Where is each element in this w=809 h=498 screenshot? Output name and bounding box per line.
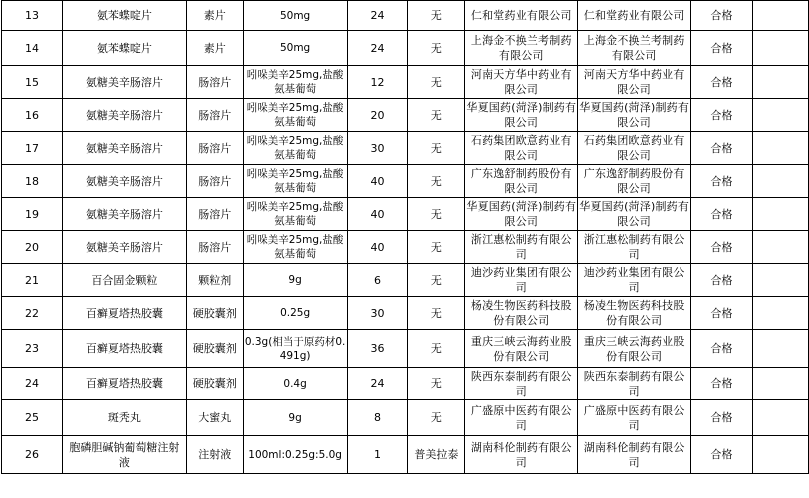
- extra-cell: [753, 330, 809, 368]
- flag: 无: [408, 66, 465, 99]
- specification: 0.3g(相当于原药材0.491g): [243, 330, 347, 368]
- row-number: 14: [2, 31, 63, 66]
- extra-cell: [753, 368, 809, 400]
- dosage-form: 肠溶片: [186, 66, 243, 99]
- quantity: 40: [347, 165, 408, 198]
- dosage-form: 素片: [186, 31, 243, 66]
- dosage-form: 肠溶片: [186, 132, 243, 165]
- specification: 吲哚美辛25mg,盐酸氨基葡萄: [243, 165, 347, 198]
- quantity: 36: [347, 330, 408, 368]
- specification: 9g: [243, 400, 347, 436]
- table-body: [2, 1, 809, 474]
- flag: 普美拉泰: [408, 436, 465, 474]
- flag: 无: [408, 400, 465, 436]
- specification: 100ml:0.25g:5.0g: [243, 436, 347, 474]
- specification: 9g: [243, 264, 347, 297]
- quantity: 24: [347, 1, 408, 31]
- manufacturer: 河南天方华中药业有限公司: [465, 66, 578, 99]
- applicant: 杨凌生物医药科技股份有限公司: [578, 297, 691, 330]
- row-number: 24: [2, 368, 63, 400]
- drug-name: 氨苯蝶啶片: [62, 31, 186, 66]
- dosage-form: 硬胶囊剂: [186, 330, 243, 368]
- table-row: [2, 368, 809, 400]
- drug-name: 氨糖美辛肠溶片: [62, 66, 186, 99]
- flag: 无: [408, 231, 465, 264]
- drug-name: 氨糖美辛肠溶片: [62, 132, 186, 165]
- applicant: 湖南科伦制药有限公司: [578, 436, 691, 474]
- flag: 无: [408, 198, 465, 231]
- extra-cell: [753, 99, 809, 132]
- applicant: 重庆三峡云海药业股份有限公司: [578, 330, 691, 368]
- drug-name: 百癣夏塔热胶囊: [62, 368, 186, 400]
- quantity: 1: [347, 436, 408, 474]
- row-number: 23: [2, 330, 63, 368]
- flag: 无: [408, 297, 465, 330]
- specification: 50mg: [243, 31, 347, 66]
- applicant: 石药集团欧意药业有限公司: [578, 132, 691, 165]
- specification: 吲哚美辛25mg,盐酸氨基葡萄: [243, 132, 347, 165]
- extra-cell: [753, 31, 809, 66]
- row-number: 26: [2, 436, 63, 474]
- dosage-form: 硬胶囊剂: [186, 368, 243, 400]
- manufacturer: 迪沙药业集团有限公司: [465, 264, 578, 297]
- table-row: [2, 165, 809, 198]
- dosage-form: 肠溶片: [186, 99, 243, 132]
- quantity: 8: [347, 400, 408, 436]
- applicant: 浙江惠松制药有限公司: [578, 231, 691, 264]
- drug-name: 胞磷胆碱钠葡萄糖注射液: [62, 436, 186, 474]
- dosage-form: 颗粒剂: [186, 264, 243, 297]
- drug-name: 斑秃丸: [62, 400, 186, 436]
- flag: 无: [408, 330, 465, 368]
- applicant: 河南天方华中药业有限公司: [578, 66, 691, 99]
- dosage-form: 肠溶片: [186, 231, 243, 264]
- manufacturer: 仁和堂药业有限公司: [465, 1, 578, 31]
- manufacturer: 广盛原中医药有限公司: [465, 400, 578, 436]
- specification: 吲哚美辛25mg,盐酸氨基葡萄: [243, 66, 347, 99]
- row-number: 25: [2, 400, 63, 436]
- manufacturer: 华夏国药(菏泽)制药有限公司: [465, 198, 578, 231]
- extra-cell: [753, 436, 809, 474]
- applicant: 华夏国药(菏泽)制药有限公司: [578, 99, 691, 132]
- drug-name: 氨糖美辛肠溶片: [62, 99, 186, 132]
- applicant: 上海金不换兰考制药有限公司: [578, 31, 691, 66]
- flag: 无: [408, 368, 465, 400]
- manufacturer: 上海金不换兰考制药有限公司: [465, 31, 578, 66]
- drug-name: 百癣夏塔热胶囊: [62, 297, 186, 330]
- drug-name: 氨糖美辛肠溶片: [62, 231, 186, 264]
- result: 合格: [691, 264, 753, 297]
- row-number: 20: [2, 231, 63, 264]
- result: 合格: [691, 368, 753, 400]
- applicant: 陕西东泰制药有限公司: [578, 368, 691, 400]
- row-number: 15: [2, 66, 63, 99]
- row-number: 22: [2, 297, 63, 330]
- result: 合格: [691, 165, 753, 198]
- flag: 无: [408, 31, 465, 66]
- specification: 0.4g: [243, 368, 347, 400]
- result: 合格: [691, 231, 753, 264]
- applicant: 华夏国药(菏泽)制药有限公司: [578, 198, 691, 231]
- table-row: [2, 400, 809, 436]
- drug-name: 百合固金颗粒: [62, 264, 186, 297]
- table-row: [2, 297, 809, 330]
- dosage-form: 素片: [186, 1, 243, 31]
- extra-cell: [753, 400, 809, 436]
- extra-cell: [753, 198, 809, 231]
- quantity: 40: [347, 198, 408, 231]
- flag: 无: [408, 132, 465, 165]
- applicant: 广盛原中医药有限公司: [578, 400, 691, 436]
- extra-cell: [753, 132, 809, 165]
- row-number: 17: [2, 132, 63, 165]
- result: 合格: [691, 198, 753, 231]
- table-row: [2, 132, 809, 165]
- applicant: 广东逸舒制药股份有限公司: [578, 165, 691, 198]
- flag: 无: [408, 99, 465, 132]
- dosage-form: 硬胶囊剂: [186, 297, 243, 330]
- manufacturer: 广东逸舒制药股份有限公司: [465, 165, 578, 198]
- manufacturer: 浙江惠松制药有限公司: [465, 231, 578, 264]
- specification: 吲哚美辛25mg,盐酸氨基葡萄: [243, 99, 347, 132]
- extra-cell: [753, 297, 809, 330]
- extra-cell: [753, 231, 809, 264]
- flag: 无: [408, 165, 465, 198]
- extra-cell: [753, 165, 809, 198]
- quantity: 20: [347, 99, 408, 132]
- drug-name: 氨糖美辛肠溶片: [62, 198, 186, 231]
- quantity: 6: [347, 264, 408, 297]
- manufacturer: 石药集团欧意药业有限公司: [465, 132, 578, 165]
- table-row: [2, 1, 809, 31]
- specification: 50mg: [243, 1, 347, 31]
- manufacturer: 湖南科伦制药有限公司: [465, 436, 578, 474]
- extra-cell: [753, 264, 809, 297]
- table-row: [2, 198, 809, 231]
- table-row: [2, 66, 809, 99]
- result: 合格: [691, 132, 753, 165]
- dosage-form: 大蜜丸: [186, 400, 243, 436]
- dosage-form: 肠溶片: [186, 165, 243, 198]
- quantity: 24: [347, 31, 408, 66]
- table-row: [2, 231, 809, 264]
- table-row: [2, 436, 809, 474]
- table-row: [2, 330, 809, 368]
- specification: 吲哚美辛25mg,盐酸氨基葡萄: [243, 198, 347, 231]
- row-number: 13: [2, 1, 63, 31]
- result: 合格: [691, 1, 753, 31]
- result: 合格: [691, 400, 753, 436]
- manufacturer: 杨凌生物医药科技股份有限公司: [465, 297, 578, 330]
- drug-name: 氨糖美辛肠溶片: [62, 165, 186, 198]
- flag: 无: [408, 264, 465, 297]
- result: 合格: [691, 436, 753, 474]
- flag: 无: [408, 1, 465, 31]
- result: 合格: [691, 297, 753, 330]
- manufacturer: 重庆三峡云海药业股份有限公司: [465, 330, 578, 368]
- table-row: [2, 264, 809, 297]
- row-number: 19: [2, 198, 63, 231]
- specification: 0.25g: [243, 297, 347, 330]
- drug-name: 百癣夏塔热胶囊: [62, 330, 186, 368]
- row-number: 21: [2, 264, 63, 297]
- manufacturer: 陕西东泰制药有限公司: [465, 368, 578, 400]
- specification: 吲哚美辛25mg,盐酸氨基葡萄: [243, 231, 347, 264]
- drug-name: 氨苯蝶啶片: [62, 1, 186, 31]
- row-number: 18: [2, 165, 63, 198]
- table-row: [2, 99, 809, 132]
- extra-cell: [753, 66, 809, 99]
- applicant: 仁和堂药业有限公司: [578, 1, 691, 31]
- quantity: 12: [347, 66, 408, 99]
- dosage-form: 肠溶片: [186, 198, 243, 231]
- dosage-form: 注射液: [186, 436, 243, 474]
- row-number: 16: [2, 99, 63, 132]
- result: 合格: [691, 66, 753, 99]
- result: 合格: [691, 31, 753, 66]
- quantity: 40: [347, 231, 408, 264]
- quantity: 24: [347, 368, 408, 400]
- quantity: 30: [347, 297, 408, 330]
- manufacturer: 华夏国药(菏泽)制药有限公司: [465, 99, 578, 132]
- result: 合格: [691, 330, 753, 368]
- quantity: 30: [347, 132, 408, 165]
- applicant: 迪沙药业集团有限公司: [578, 264, 691, 297]
- inspection-results-table: [1, 0, 809, 474]
- table-row: [2, 31, 809, 66]
- extra-cell: [753, 1, 809, 31]
- result: 合格: [691, 99, 753, 132]
